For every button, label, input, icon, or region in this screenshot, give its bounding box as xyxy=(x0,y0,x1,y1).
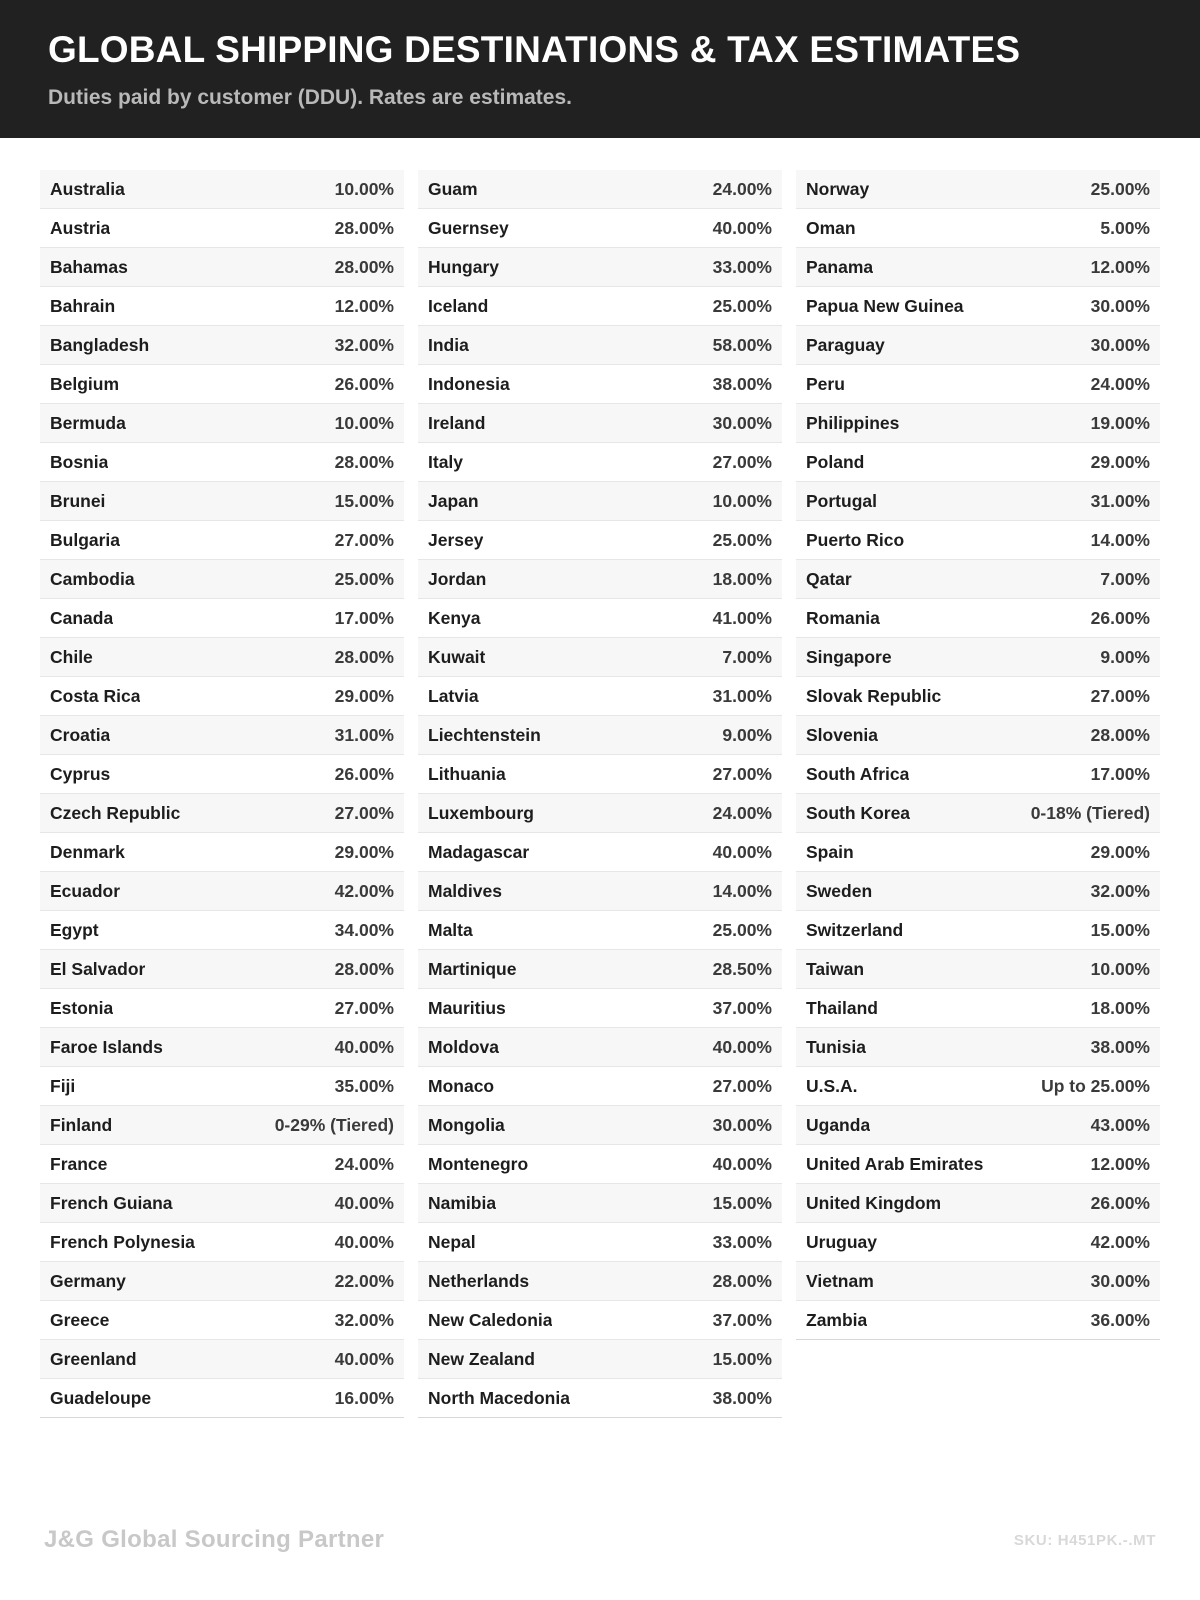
country-label: Namibia xyxy=(428,1192,497,1213)
table-row xyxy=(796,287,1160,326)
table-row xyxy=(40,1067,404,1106)
country-label: Guernsey xyxy=(428,217,509,238)
country-label: Bangladesh xyxy=(50,334,150,355)
country-label: Luxembourg xyxy=(428,802,534,823)
table-row xyxy=(796,1106,1160,1145)
country-label: U.S.A. xyxy=(806,1075,858,1096)
country-label: Uganda xyxy=(806,1114,871,1135)
table-row xyxy=(418,365,782,404)
tax-rate-value: 25.00% xyxy=(334,568,394,589)
country-label: Belgium xyxy=(50,373,120,394)
country-label: Bermuda xyxy=(50,412,126,433)
country-label: Monaco xyxy=(428,1075,495,1096)
tax-rate-value: 31.00% xyxy=(334,724,394,745)
tax-rate-value: 18.00% xyxy=(712,568,772,589)
table-row xyxy=(40,287,404,326)
country-label: Vietnam xyxy=(806,1270,874,1291)
table-row xyxy=(418,209,782,248)
tax-rate-value: 9.00% xyxy=(1100,646,1150,667)
table-row xyxy=(796,1262,1160,1301)
tax-rate-value: 43.00% xyxy=(1090,1114,1150,1135)
country-label: French Guiana xyxy=(50,1192,173,1213)
tax-rate-value: 34.00% xyxy=(334,919,394,940)
tax-rate-value: 10.00% xyxy=(712,490,772,511)
page-header xyxy=(0,0,1200,138)
tax-rate-value: 36.00% xyxy=(1090,1309,1150,1330)
tax-rate-value: 40.00% xyxy=(334,1231,394,1252)
table-row xyxy=(40,872,404,911)
table-row xyxy=(40,404,404,443)
tax-rate-value: 35.00% xyxy=(334,1075,394,1096)
country-label: Mongolia xyxy=(428,1114,505,1135)
country-label: Ecuador xyxy=(50,880,121,901)
tax-rate-value: 29.00% xyxy=(334,685,394,706)
tax-rate-value: 10.00% xyxy=(334,178,394,199)
country-label: Romania xyxy=(806,607,880,628)
tax-rate-value: 24.00% xyxy=(334,1153,394,1174)
country-label: Austria xyxy=(50,217,111,238)
table-row xyxy=(40,950,404,989)
country-label: United Kingdom xyxy=(806,1192,942,1213)
tax-rate-value: 28.00% xyxy=(334,256,394,277)
tax-rate-value: 58.00% xyxy=(712,334,772,355)
tax-rate-value: 15.00% xyxy=(334,490,394,511)
tax-rate-value: 33.00% xyxy=(712,1231,772,1252)
rates-columns xyxy=(0,138,1200,1480)
table-row xyxy=(796,794,1160,833)
country-label: Egypt xyxy=(50,919,99,940)
rates-column-3 xyxy=(796,170,1160,1340)
table-row xyxy=(796,872,1160,911)
tax-rate-value: 37.00% xyxy=(712,997,772,1018)
tax-rate-value: 0-18% (Tiered) xyxy=(1030,802,1150,823)
tax-rate-value: 25.00% xyxy=(712,529,772,550)
country-label: Papua New Guinea xyxy=(806,295,964,316)
table-row xyxy=(40,326,404,365)
country-label: Uruguay xyxy=(806,1231,877,1252)
country-label: Paraguay xyxy=(806,334,885,355)
table-row xyxy=(418,404,782,443)
table-row xyxy=(796,911,1160,950)
table-row xyxy=(418,872,782,911)
tax-rate-value: 0-29% (Tiered) xyxy=(274,1114,394,1135)
tax-rate-value: 29.00% xyxy=(1090,451,1150,472)
country-label: Moldova xyxy=(428,1036,499,1057)
table-row xyxy=(418,833,782,872)
table-row xyxy=(418,599,782,638)
table-row xyxy=(40,1262,404,1301)
tax-rate-value: 37.00% xyxy=(712,1309,772,1330)
table-row xyxy=(418,287,782,326)
table-row xyxy=(40,443,404,482)
tax-rate-value: 26.00% xyxy=(1090,1192,1150,1213)
tax-rate-value: 25.00% xyxy=(712,295,772,316)
country-label: North Macedonia xyxy=(428,1387,570,1408)
tax-rate-value: 27.00% xyxy=(1090,685,1150,706)
tax-rate-value: 29.00% xyxy=(1090,841,1150,862)
page-footer xyxy=(0,1480,1200,1600)
tax-rate-value: 38.00% xyxy=(712,373,772,394)
table-row xyxy=(796,716,1160,755)
table-row xyxy=(40,170,404,209)
country-label: Brunei xyxy=(50,490,106,511)
tax-rate-value: 24.00% xyxy=(1090,373,1150,394)
tax-rate-value: 28.00% xyxy=(334,646,394,667)
table-row xyxy=(796,1184,1160,1223)
tax-rate-value: 28.50% xyxy=(712,958,772,979)
tax-rate-value: 22.00% xyxy=(334,1270,394,1291)
country-label: Slovak Republic xyxy=(806,685,942,706)
tax-rate-value: 28.00% xyxy=(1090,724,1150,745)
tax-rate-value: 40.00% xyxy=(712,1153,772,1174)
table-row xyxy=(418,326,782,365)
country-label: Fiji xyxy=(50,1075,76,1096)
table-row xyxy=(796,326,1160,365)
country-label: Slovenia xyxy=(806,724,878,745)
tax-rate-value: 27.00% xyxy=(334,529,394,550)
country-label: Guam xyxy=(428,178,478,199)
tax-rate-value: 30.00% xyxy=(1090,334,1150,355)
tax-rate-value: 27.00% xyxy=(712,451,772,472)
country-label: South Africa xyxy=(806,763,910,784)
rates-column-1 xyxy=(40,170,404,1418)
tax-rate-value: 18.00% xyxy=(1090,997,1150,1018)
tax-rate-value: 40.00% xyxy=(334,1192,394,1213)
tax-rate-value: 31.00% xyxy=(1090,490,1150,511)
country-label: Nepal xyxy=(428,1231,476,1252)
country-label: Italy xyxy=(428,451,464,472)
table-row xyxy=(418,1301,782,1340)
country-label: Germany xyxy=(50,1270,126,1291)
country-label: Puerto Rico xyxy=(806,529,905,550)
table-row xyxy=(796,1028,1160,1067)
country-label: Guadeloupe xyxy=(50,1387,152,1408)
tax-rate-value: 41.00% xyxy=(712,607,772,628)
table-row xyxy=(40,989,404,1028)
country-label: Hungary xyxy=(428,256,499,277)
country-label: Martinique xyxy=(428,958,517,979)
table-row xyxy=(796,248,1160,287)
table-row xyxy=(796,833,1160,872)
table-row xyxy=(418,521,782,560)
country-label: Jordan xyxy=(428,568,487,589)
country-label: Chile xyxy=(50,646,93,667)
tax-rate-value: 31.00% xyxy=(712,685,772,706)
country-label: Jersey xyxy=(428,529,484,550)
tax-rate-value: 26.00% xyxy=(334,373,394,394)
country-label: New Caledonia xyxy=(428,1309,553,1330)
tax-rate-value: 27.00% xyxy=(712,1075,772,1096)
table-row xyxy=(40,1106,404,1145)
country-label: Zambia xyxy=(806,1309,868,1330)
country-label: Qatar xyxy=(806,568,852,589)
country-label: India xyxy=(428,334,469,355)
country-label: Montenegro xyxy=(428,1153,529,1174)
country-label: Iceland xyxy=(428,295,489,316)
page-title: GLOBAL SHIPPING DESTINATIONS & TAX ESTIMATES xyxy=(48,29,1021,70)
country-label: New Zealand xyxy=(428,1348,535,1369)
table-row xyxy=(796,989,1160,1028)
table-row xyxy=(418,1145,782,1184)
country-label: Maldives xyxy=(428,880,502,901)
country-label: Tunisia xyxy=(806,1036,866,1057)
country-label: Peru xyxy=(806,373,845,394)
tax-rate-value: 14.00% xyxy=(712,880,772,901)
table-row xyxy=(796,755,1160,794)
country-label: Ireland xyxy=(428,412,486,433)
table-row xyxy=(418,989,782,1028)
tax-rate-value: 26.00% xyxy=(334,763,394,784)
tax-rate-value: 27.00% xyxy=(712,763,772,784)
country-label: Oman xyxy=(806,217,856,238)
table-row xyxy=(418,482,782,521)
table-row xyxy=(40,1184,404,1223)
table-row xyxy=(418,248,782,287)
table-row xyxy=(418,1067,782,1106)
table-row xyxy=(40,599,404,638)
table-row xyxy=(40,521,404,560)
table-row xyxy=(40,365,404,404)
table-row xyxy=(796,638,1160,677)
table-row xyxy=(418,1340,782,1379)
country-label: Cambodia xyxy=(50,568,135,589)
tax-rate-value: 25.00% xyxy=(712,919,772,940)
country-label: Spain xyxy=(806,841,854,862)
tax-rate-value: 42.00% xyxy=(1090,1231,1150,1252)
tax-rate-value: 30.00% xyxy=(1090,295,1150,316)
tax-rate-value: 10.00% xyxy=(334,412,394,433)
country-label: Australia xyxy=(50,178,125,199)
country-label: France xyxy=(50,1153,108,1174)
table-row xyxy=(40,716,404,755)
tax-rate-value: 28.00% xyxy=(334,451,394,472)
table-row xyxy=(40,1379,404,1418)
table-row xyxy=(418,1262,782,1301)
table-row xyxy=(418,638,782,677)
tax-rate-value: 28.00% xyxy=(334,958,394,979)
tax-rate-value: 7.00% xyxy=(722,646,772,667)
table-row xyxy=(40,794,404,833)
tax-rate-value: 15.00% xyxy=(712,1192,772,1213)
country-label: Malta xyxy=(428,919,473,940)
country-label: Latvia xyxy=(428,685,479,706)
tax-rate-value: 19.00% xyxy=(1090,412,1150,433)
tax-rate-value: 32.00% xyxy=(334,334,394,355)
tax-rate-value: 40.00% xyxy=(334,1036,394,1057)
footer-brand: J&G Global Sourcing Partner xyxy=(44,1526,385,1553)
table-row xyxy=(418,677,782,716)
table-row xyxy=(40,1223,404,1262)
country-label: Lithuania xyxy=(428,763,506,784)
country-label: Faroe Islands xyxy=(50,1036,163,1057)
tax-rate-value: 10.00% xyxy=(1090,958,1150,979)
table-row xyxy=(40,638,404,677)
table-row xyxy=(418,1184,782,1223)
country-label: Canada xyxy=(50,607,114,628)
table-row xyxy=(796,482,1160,521)
table-row xyxy=(40,911,404,950)
tax-rate-value: 27.00% xyxy=(334,802,394,823)
tax-rate-value: 24.00% xyxy=(712,802,772,823)
country-label: Japan xyxy=(428,490,479,511)
country-label: Thailand xyxy=(806,997,878,1018)
table-row xyxy=(418,1106,782,1145)
country-label: Greece xyxy=(50,1309,110,1330)
tax-rate-value: 38.00% xyxy=(712,1387,772,1408)
table-row xyxy=(40,1145,404,1184)
table-row xyxy=(418,560,782,599)
country-label: Greenland xyxy=(50,1348,137,1369)
country-label: Kuwait xyxy=(428,646,486,667)
country-label: Bulgaria xyxy=(50,529,121,550)
tax-rate-value: 30.00% xyxy=(1090,1270,1150,1291)
table-row xyxy=(418,794,782,833)
tax-rate-value: Up to 25.00% xyxy=(1041,1075,1150,1096)
country-label: El Salvador xyxy=(50,958,146,979)
country-label: Bahamas xyxy=(50,256,128,277)
tax-rate-value: 40.00% xyxy=(334,1348,394,1369)
table-row xyxy=(40,1301,404,1340)
country-label: Czech Republic xyxy=(50,802,181,823)
tax-rate-value: 5.00% xyxy=(1100,217,1150,238)
country-label: Bosnia xyxy=(50,451,109,472)
country-label: Singapore xyxy=(806,646,892,667)
table-row xyxy=(796,404,1160,443)
table-row xyxy=(796,1067,1160,1106)
tax-rate-value: 17.00% xyxy=(334,607,394,628)
country-label: Switzerland xyxy=(806,919,904,940)
tax-rate-value: 42.00% xyxy=(334,880,394,901)
country-label: Sweden xyxy=(806,880,873,901)
country-label: Croatia xyxy=(50,724,111,745)
country-label: Estonia xyxy=(50,997,114,1018)
tax-rate-value: 15.00% xyxy=(712,1348,772,1369)
tax-rate-value: 25.00% xyxy=(1090,178,1150,199)
country-label: French Polynesia xyxy=(50,1231,195,1252)
tax-rate-value: 15.00% xyxy=(1090,919,1150,940)
rates-column-2 xyxy=(418,170,782,1418)
country-label: Madagascar xyxy=(428,841,530,862)
table-row xyxy=(796,560,1160,599)
country-label: Philippines xyxy=(806,412,900,433)
country-label: Norway xyxy=(806,178,870,199)
country-label: Bahrain xyxy=(50,295,116,316)
tax-rate-value: 32.00% xyxy=(334,1309,394,1330)
table-row xyxy=(418,950,782,989)
table-row xyxy=(418,755,782,794)
tax-rate-value: 33.00% xyxy=(712,256,772,277)
country-label: Panama xyxy=(806,256,874,277)
table-row xyxy=(40,560,404,599)
country-label: Cyprus xyxy=(50,763,111,784)
table-row xyxy=(796,170,1160,209)
tax-rate-value: 40.00% xyxy=(712,841,772,862)
table-row xyxy=(418,716,782,755)
tax-rate-value: 30.00% xyxy=(712,412,772,433)
country-label: South Korea xyxy=(806,802,911,823)
tax-rate-value: 28.00% xyxy=(334,217,394,238)
table-row xyxy=(40,755,404,794)
table-row xyxy=(796,209,1160,248)
tax-rate-value: 40.00% xyxy=(712,217,772,238)
country-label: Netherlands xyxy=(428,1270,530,1291)
country-label: Poland xyxy=(806,451,865,472)
table-row xyxy=(418,1028,782,1067)
table-row xyxy=(418,443,782,482)
tax-rate-value: 32.00% xyxy=(1090,880,1150,901)
tax-rate-value: 7.00% xyxy=(1100,568,1150,589)
tax-rate-value: 28.00% xyxy=(712,1270,772,1291)
table-row xyxy=(40,1340,404,1379)
tax-rate-value: 12.00% xyxy=(1090,256,1150,277)
tax-rate-value: 14.00% xyxy=(1090,529,1150,550)
table-row xyxy=(418,1223,782,1262)
table-row xyxy=(418,911,782,950)
tax-rate-value: 12.00% xyxy=(334,295,394,316)
table-row xyxy=(796,1223,1160,1262)
table-row xyxy=(40,677,404,716)
table-row xyxy=(796,677,1160,716)
country-label: Taiwan xyxy=(806,958,865,979)
table-row xyxy=(796,1145,1160,1184)
country-label: Portugal xyxy=(806,490,877,511)
country-label: Kenya xyxy=(428,607,481,628)
table-row xyxy=(796,443,1160,482)
country-label: Indonesia xyxy=(428,373,510,394)
country-label: Mauritius xyxy=(428,997,506,1018)
table-row xyxy=(796,950,1160,989)
tax-rate-value: 38.00% xyxy=(1090,1036,1150,1057)
table-row xyxy=(40,833,404,872)
tax-rate-value: 27.00% xyxy=(334,997,394,1018)
tax-rate-value: 9.00% xyxy=(722,724,772,745)
table-row xyxy=(796,521,1160,560)
page-subtitle: Duties paid by customer (DDU). Rates are estimates. xyxy=(48,85,572,109)
table-row xyxy=(40,248,404,287)
table-row xyxy=(796,599,1160,638)
country-label: Finland xyxy=(50,1114,113,1135)
table-row xyxy=(418,1379,782,1418)
table-row xyxy=(40,482,404,521)
tax-rate-value: 40.00% xyxy=(712,1036,772,1057)
country-label: Costa Rica xyxy=(50,685,141,706)
tax-rate-value: 26.00% xyxy=(1090,607,1150,628)
table-row xyxy=(418,170,782,209)
table-row xyxy=(796,1301,1160,1340)
footer-sku: SKU: H451PK.-.MT xyxy=(1013,1531,1156,1549)
country-label: Denmark xyxy=(50,841,125,862)
country-label: United Arab Emirates xyxy=(806,1153,984,1174)
tax-rate-value: 16.00% xyxy=(334,1387,394,1408)
tax-rate-value: 24.00% xyxy=(712,178,772,199)
tax-rate-value: 29.00% xyxy=(334,841,394,862)
tax-rate-value: 12.00% xyxy=(1090,1153,1150,1174)
tax-rate-value: 17.00% xyxy=(1090,763,1150,784)
table-row xyxy=(796,365,1160,404)
table-row xyxy=(40,1028,404,1067)
table-row xyxy=(40,209,404,248)
tax-rate-value: 30.00% xyxy=(712,1114,772,1135)
country-label: Liechtenstein xyxy=(428,724,541,745)
